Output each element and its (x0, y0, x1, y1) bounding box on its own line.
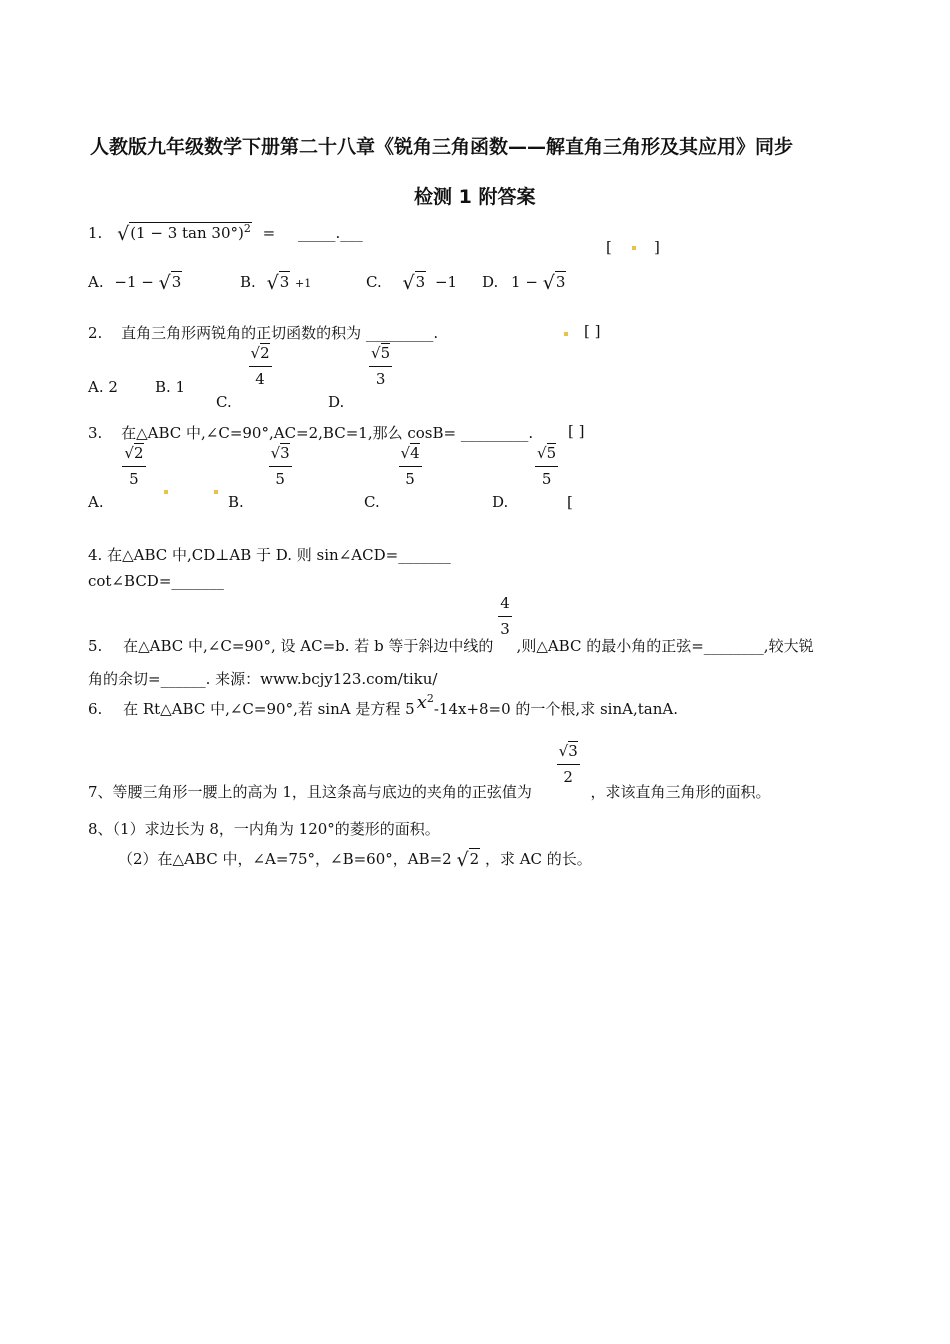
q6-text-a: 在 Rt△ABC 中,∠C=90°,若 sinA 是方程 5 (123, 700, 415, 718)
q1-exponent: 2 (243, 222, 251, 235)
q4-line1: 4. 在△ABC 中,CD⊥AB 于 D. 则 sin∠ACD=_______ (88, 546, 451, 564)
q1-option-a (88, 272, 182, 294)
q3-option-c-fraction: $\frac{√4}{5}$ (400, 444, 420, 488)
q2-bracket: [ ] (584, 322, 601, 340)
q1-option-d-radical: √3 (542, 272, 566, 294)
q5-number: 5. (88, 636, 103, 655)
q2-option-b: B. 1 (155, 378, 186, 396)
q3-option-b-label: B. (228, 492, 244, 511)
q1-option-c-post: −1 (434, 273, 458, 291)
q2-option-c-fraction: $\frac{√2}{4}$ (250, 344, 270, 388)
q3-option-c (364, 442, 422, 511)
q1-option-b (240, 272, 311, 294)
q6-variable: x (416, 692, 427, 713)
q6-text-b: -14x+8=0 的一个根,求 sinA,tanA. (433, 700, 678, 718)
q5-line1 (88, 592, 814, 655)
q1-equals: = (262, 224, 276, 242)
q2-stem (88, 322, 438, 343)
q3-stem (88, 422, 533, 443)
q1-radical: √(1 − 3 tan 30°)$^2$ (117, 222, 251, 245)
decor-dot (632, 246, 636, 250)
q5-fraction: $\frac{4}{3}$ (500, 594, 510, 638)
q7-text-b: ，求该直角三角形的面积。 (590, 782, 771, 801)
decor-dot (164, 490, 168, 494)
q2-option-c-label: C. (216, 392, 232, 411)
q3-trailing-bracket: [ (566, 492, 573, 511)
q5-text-b: ,则△ABC 的最小角的正弦=________,较大锐 (516, 636, 814, 655)
q1-option-d (482, 272, 566, 294)
q6-exponent: 2 (426, 692, 434, 705)
q3-option-a (88, 442, 146, 511)
q1-option-a-radical: √3 (158, 272, 182, 294)
q3-option-c-label: C. (364, 492, 380, 511)
q8-line2-text-a: （2）在△ABC 中，∠A=75°，∠B=60°，AB=2 (118, 850, 452, 868)
q5-line2: 角的余切=______. 来源：www.bcjy123.com/tiku/ (88, 670, 438, 688)
q8-line2 (118, 848, 592, 871)
q1-option-a-pre: −1 − (114, 273, 154, 291)
q1-option-a-label: A. (88, 273, 104, 291)
q1-option-d-label: D. (482, 273, 499, 291)
q7-text-a: 7、等腰三角形一腰上的高为 1，且这条高与底边的夹角的正弦值为 (88, 782, 532, 801)
q3-option-b-fraction: $\frac{√3}{5}$ (270, 444, 290, 488)
q3-option-d-label: D. (492, 492, 509, 511)
q1-option-c-radical: √3 (402, 272, 426, 294)
q1-blank: _____.___ (298, 224, 363, 242)
q1-bracket-close: ] (654, 238, 660, 256)
q1-option-c (366, 272, 457, 294)
q1-option-d-pre: 1 − (511, 273, 538, 291)
q2-text: 直角三角形两锐角的正切函数的积为 _________. (121, 324, 439, 342)
q2-option-d (328, 342, 392, 411)
q8-line1: 8、（1）求边长为 8，一内角为 120°的菱形的面积。 (88, 820, 440, 838)
decor-dot (564, 332, 568, 336)
q3-number: 3. (88, 424, 103, 442)
decor-dot (214, 490, 218, 494)
q7-stem (88, 740, 771, 801)
q2-option-d-fraction: $\frac{√5}{3}$ (371, 344, 391, 388)
q2-option-d-label: D. (328, 392, 345, 411)
q4-line2: cot∠BCD=_______ (88, 572, 224, 590)
q1-option-b-radical: √3 (266, 272, 290, 294)
doc-title-line1: 人教版九年级数学下册第二十八章《锐角三角函数——解直角三角形及其应用》同步 (90, 136, 794, 158)
q7-fraction: $\frac{√3}{2}$ (558, 742, 578, 786)
q3-option-a-label: A. (88, 492, 104, 511)
q1-bracket-open: [ (606, 238, 612, 256)
q2-option-c (216, 342, 272, 411)
q1-option-b-label: B. (240, 273, 256, 291)
q6-number: 6. (88, 700, 103, 718)
q1-option-b-post: +1 (295, 277, 312, 290)
q3-bracket: [ ] (568, 422, 585, 440)
doc-title-line2: 检测 1 附答案 (414, 186, 536, 208)
q8-radical: √2 (456, 849, 480, 871)
q1-option-c-label: C. (366, 273, 382, 291)
q3-text: 在△ABC 中,∠C=90°,AC=2,BC=1,那么 cosB= _________. (121, 424, 534, 442)
q1-stem (88, 222, 363, 245)
q1-radicand: (1 − 3 tan 30°) (130, 224, 244, 242)
q2-option-a: A. 2 (88, 378, 118, 396)
q2-number: 2. (88, 324, 103, 342)
q8-line2-text-b: ，求 AC 的长。 (484, 850, 592, 868)
q3-option-b (228, 442, 292, 511)
q3-option-d-fraction: $\frac{√5}{5}$ (537, 444, 557, 488)
q1-number: 1. (88, 224, 103, 242)
q3-option-a-fraction: $\frac{√2}{5}$ (124, 444, 144, 488)
q5-text-a: 在△ABC 中,∠C=90°, 设 AC=b. 若 b 等于斜边中线的 (123, 636, 494, 655)
q6-stem (88, 692, 678, 719)
q3-option-d (492, 442, 573, 511)
